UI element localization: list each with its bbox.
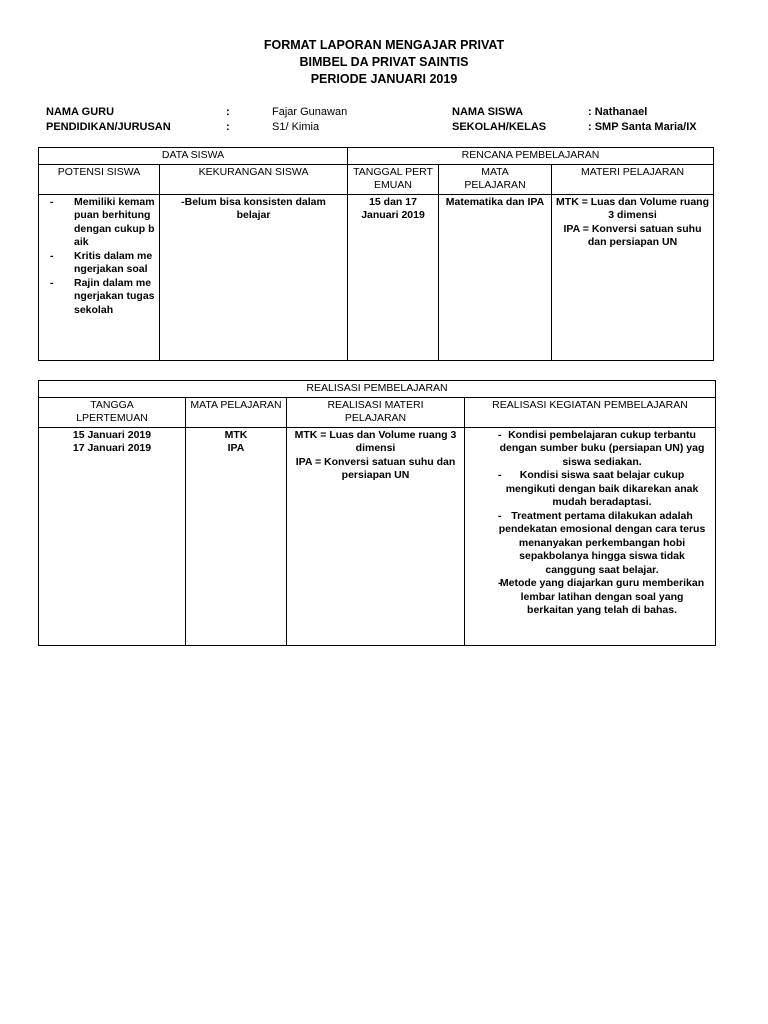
kegiatan-cell (465, 427, 716, 645)
mapel-cell: Matematika dan IPA (439, 194, 552, 360)
header-mapel: MATA PELAJARAN (186, 397, 287, 427)
list-item: - Kritis dalam mengerjakan soal (42, 250, 156, 277)
mapel-cell (186, 427, 287, 645)
pendidikan-label: PENDIDIKAN/JURUSAN (46, 121, 171, 133)
header-mapel: MATA PELAJARAN (439, 164, 552, 194)
materi-cell (287, 427, 465, 645)
pendidikan-value: S1/ Kimia (272, 121, 320, 133)
group-data-siswa: DATA SISWA (39, 148, 348, 165)
report-subtitle: BIMBEL DA PRIVAT SAINTIS (299, 55, 469, 69)
materi-ipa: IPA = Konversi satuan suhu dan persiapan UN (563, 222, 702, 248)
sekolah-value: : SMP Santa Maria/IX (588, 121, 697, 133)
header-tanggal: TANGGA LPERTEMUAN (39, 397, 186, 427)
group-rencana: RENCANA PEMBELAJARAN (348, 148, 714, 165)
header-materi: REALISASI MATERI PELAJARAN (287, 397, 465, 427)
list-item: - Rajin dalam mengerjakan tugas sekolah (42, 277, 156, 318)
realisasi-table (38, 380, 716, 646)
materi-mtk: MTK = Luas dan Volume ruang 3 dimensi (294, 428, 457, 454)
materi-ipa: IPA = Konversi satuan suhu dan persiapan UN (295, 455, 456, 481)
header-materi: MATERI PELAJARAN (552, 164, 714, 194)
guru-label: NAMA GURU (46, 106, 115, 118)
list-item: - Memiliki kemampuan berhitung dengan cukup baik (42, 196, 156, 250)
header-tanggal: TANGGAL PERTEMUAN (348, 164, 439, 194)
tanggal-2: 17 Januari 2019 (72, 442, 152, 454)
realisasi-title: REALISASI PEMBELAJARAN (39, 381, 716, 398)
report-title: FORMAT LAPORAN MENGAJAR PRIVAT (263, 38, 505, 52)
list-item: - Kondisi pembelajaran cukup terbantu dengan sumber buku (persiapan UN) yag siswa sediakan. (468, 429, 712, 470)
header-kekurangan: KEKURANGAN SISWA (160, 164, 348, 194)
mapel-1: MTK (224, 428, 248, 441)
siswa-value: : Nathanael (588, 106, 648, 118)
materi-cell (552, 194, 714, 360)
report-period: PERIODE JANUARI 2019 (310, 72, 458, 86)
header-kegiatan: REALISASI KEGIATAN PEMBELAJARAN (465, 397, 716, 427)
list-item: - Kondisi siswa saat belajar cukup mengikuti dengan baik dikarekan anak mudah beradaptasi. (468, 469, 712, 510)
materi-mtk: MTK = Luas dan Volume ruang 3 dimensi (556, 195, 709, 221)
data-siswa-table (38, 147, 714, 361)
sekolah-label: SEKOLAH/KELAS (452, 121, 547, 133)
tanggal-cell: 15 dan 17 Januari 2019 (348, 194, 439, 360)
kekurangan-cell: -Belum bisa konsisten dalam belajar (160, 194, 348, 360)
list-item: - Metode yang diajarkan guru memberikan lembar latihan dengan soal yang berkaitan yang telah di bahas. (468, 577, 712, 618)
guru-colon: : (226, 106, 230, 118)
mapel-2: IPA (227, 442, 245, 454)
pendidikan-colon: : (226, 121, 230, 133)
siswa-label: NAMA SISWA (452, 106, 524, 118)
header-potensi: POTENSI SISWA (39, 164, 160, 194)
tanggal-cell (39, 427, 186, 645)
guru-value: Fajar Gunawan (272, 106, 348, 118)
potensi-cell (39, 194, 160, 360)
tanggal-1: 15 Januari 2019 (72, 428, 152, 441)
list-item: - Treatment pertama dilakukan adalah pendekatan emosional dengan cara terus menanyakan perkembangan hobi sepakbolanya hingga siswa tidak canggung saat belajar. (468, 510, 712, 578)
